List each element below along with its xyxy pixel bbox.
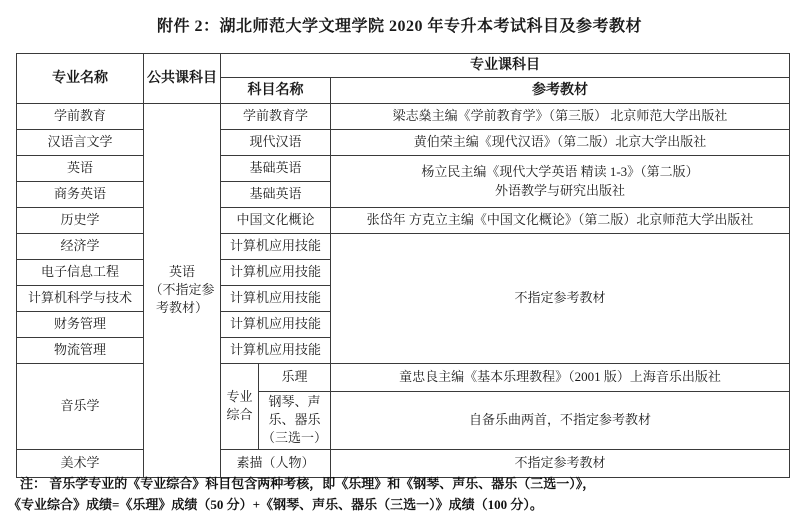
subject-cell: 基础英语 <box>221 156 331 182</box>
table-row <box>17 130 790 156</box>
exam-subjects-table <box>16 53 790 478</box>
header-subject-name: 科目名称 <box>221 78 331 104</box>
header-reference: 参考教材 <box>331 78 790 104</box>
reference-line: 外语教学与研究出版社 <box>494 182 625 198</box>
subject-cell: 素描（人物） <box>221 449 331 477</box>
major-cell: 物流管理 <box>17 338 144 364</box>
major-cell: 经济学 <box>17 234 144 260</box>
reference-cell: 梁志燊主编《学前教育学》（第三版） 北京师范大学出版社 <box>331 104 790 130</box>
page-title: 附件 2：湖北师范大学文理学院 2020 年专升本考试科目及参考教材 <box>156 18 642 35</box>
subject-cell: 学前教育学 <box>221 104 331 130</box>
public-course-line: 考教材） <box>155 300 208 316</box>
reference-cell: 张岱年 方克立主编《中国文化概论》（第二版）北京师范大学出版社 <box>331 208 790 234</box>
reference-cell: 自备乐曲两首，不指定参考教材 <box>331 392 790 450</box>
sub-subject-line: 乐、器乐 <box>268 412 321 428</box>
major-cell: 财务管理 <box>17 312 144 338</box>
sub-subject-cell <box>259 392 331 450</box>
subject-cell: 基础英语 <box>221 182 331 208</box>
reference-cell: 不指定参考教材 <box>331 234 790 364</box>
table-row <box>17 104 790 130</box>
major-cell: 学前教育 <box>17 104 144 130</box>
subject-cell: 中国文化概论 <box>221 208 331 234</box>
footnote <box>8 474 788 516</box>
reference-cell <box>331 156 790 208</box>
subject-cell: 计算机应用技能 <box>221 234 331 260</box>
public-course-line: （不指定参 <box>149 282 215 298</box>
table-row <box>17 234 790 260</box>
major-cell: 汉语言文学 <box>17 130 144 156</box>
public-course-line: 英语 <box>168 264 195 279</box>
sub-subject-line: 钢琴、声 <box>268 394 321 409</box>
major-cell: 音乐学 <box>17 364 144 450</box>
major-cell: 美术学 <box>17 449 144 477</box>
subject-group-line: 专业 <box>226 389 253 405</box>
table-row <box>17 156 790 182</box>
subject-cell: 计算机应用技能 <box>221 286 331 312</box>
subject-cell: 计算机应用技能 <box>221 312 331 338</box>
table-row <box>17 364 790 392</box>
major-cell: 英语 <box>17 156 144 182</box>
subject-cell: 现代汉语 <box>221 130 331 156</box>
subject-group-cell <box>221 364 259 450</box>
major-cell: 电子信息工程 <box>17 260 144 286</box>
header-major: 专业名称 <box>17 54 144 104</box>
reference-cell: 黄伯荣主编《现代汉语》（第二版）北京大学出版社 <box>331 130 790 156</box>
header-professional-course: 专业课科目 <box>221 54 790 78</box>
sub-subject-cell: 乐理 <box>259 364 331 392</box>
subject-cell: 计算机应用技能 <box>221 338 331 364</box>
table-row <box>17 449 790 477</box>
subject-group-line: 综合 <box>226 407 253 423</box>
subject-cell: 计算机应用技能 <box>221 260 331 286</box>
public-course-cell <box>144 104 221 478</box>
reference-cell: 不指定参考教材 <box>331 449 790 477</box>
footnote-line-1: 注： 音乐学专业的《专业综合》科目包含两种考核，即《乐理》和《钢琴、声乐、器乐（三选一）》， <box>20 476 596 491</box>
major-cell: 计算机科学与技术 <box>17 286 144 312</box>
reference-cell: 童忠良主编《基本乐理教程》（2001 版）上海音乐出版社 <box>331 364 790 392</box>
table-header-row-1 <box>17 54 790 78</box>
header-public-course: 公共课科目 <box>144 54 221 104</box>
table-row <box>17 208 790 234</box>
reference-line: 杨立民主编《现代大学英语 精读 1-3》（第二版） <box>421 164 699 180</box>
major-cell: 商务英语 <box>17 182 144 208</box>
sub-subject-line: （三选一） <box>261 430 327 446</box>
footnote-line-2: 《专业综合》成绩=《乐理》成绩（50 分）+《钢琴、声乐、器乐（三选一）》成绩（100 分）。 <box>8 496 543 512</box>
major-cell: 历史学 <box>17 208 144 234</box>
